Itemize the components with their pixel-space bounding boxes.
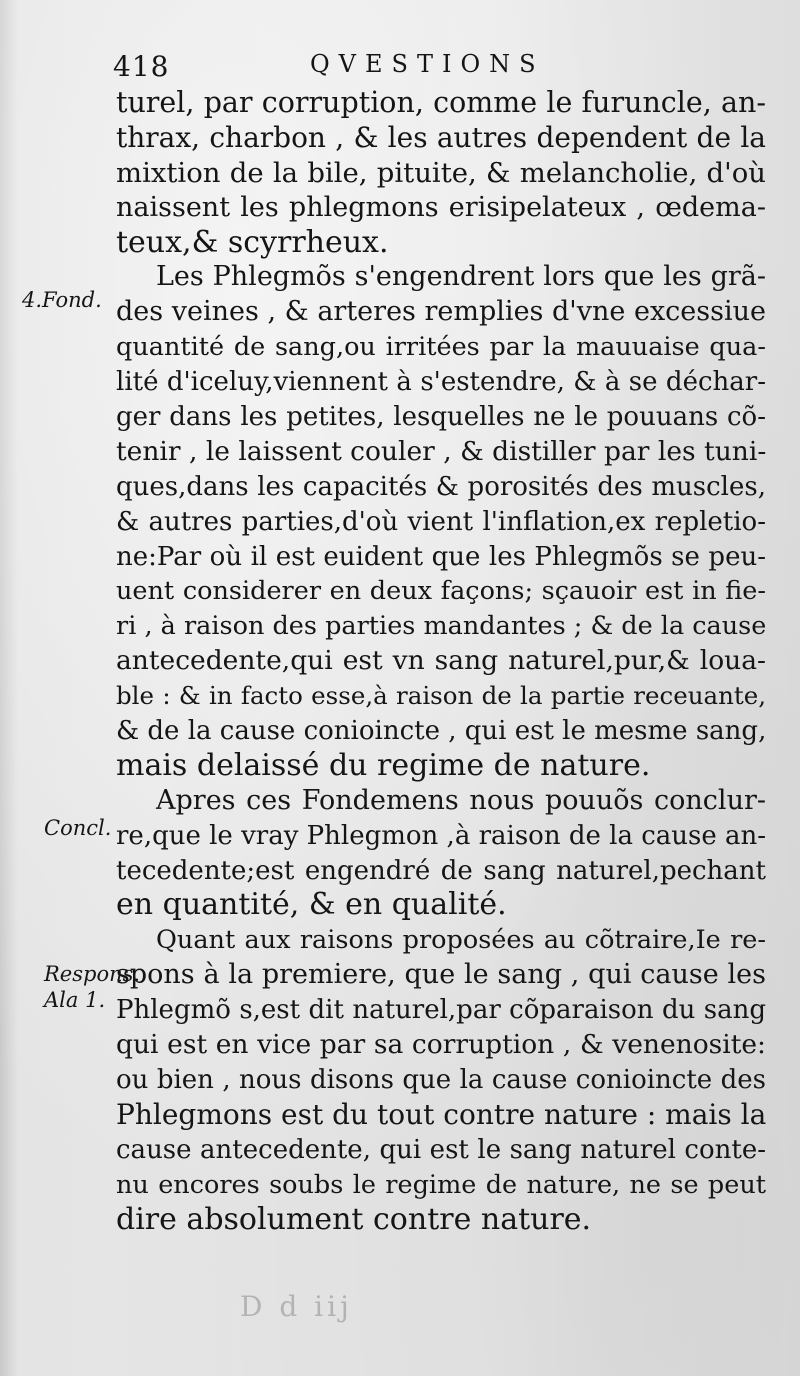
text-line: turel, par corruption, comme le furuncle, an- — [116, 86, 766, 119]
text-line: teux,& scyrrheux. — [116, 224, 389, 260]
text-line: ri , à raison des parties mandantes ; & de la cause — [116, 611, 767, 642]
text-line: quantité de sang,ou irritées par la mauuaise qua- — [116, 332, 766, 363]
text-line: & autres parties,d'où vient l'inflation,ex repletio- — [116, 506, 766, 537]
text-line: des veines , & arteres remplies d'vne excessiue — [116, 296, 766, 328]
margin-note-concl: Concl. — [44, 816, 112, 840]
paragraph-start-line: Les Phlegmõs s'engendrent lors que les grã- — [156, 261, 766, 293]
text-line: nu encores soubs le regime de nature, ne se peut — [116, 1169, 766, 1200]
text-line: re,que le vray Phlegmon ,à raison de la cause an- — [116, 820, 767, 851]
paragraph-start-line: Quant aux raisons proposées au cõtraire,Ie re- — [156, 925, 766, 956]
text-line: ques,dans les capacités & porosités des muscles, — [116, 471, 766, 502]
text-line: ger dans les petites, lesquelles ne le pouuans cõ- — [116, 402, 766, 433]
margin-note-fond: 4.Fond. — [22, 288, 102, 312]
text-line: Phlegmõ s,est dit naturel,par cõparaison du sang — [116, 995, 766, 1026]
text-line: uent considerer en deux façons; sçauoir est in fie- — [116, 576, 766, 607]
text-line: lité d'iceluy,viennent à s'estendre, & à se déchar- — [116, 367, 766, 398]
text-line: Phlegmons est du tout contre nature : mais la — [116, 1097, 767, 1131]
text-line: naissent les phlegmons erisipelateux , œdema- — [116, 191, 766, 223]
text-line: thrax, charbon , & les autres dependent de la — [116, 120, 766, 154]
text-line: spons à la premiere, que le sang , qui cause les — [116, 959, 766, 991]
margin-note-ala: Ala 1. — [44, 988, 106, 1012]
text-line: tenir , le laissent couler , & distiller par les tuni- — [116, 435, 767, 467]
text-line: ble : & in facto esse,à raison de la partie receuante, — [116, 681, 766, 711]
text-line: & de la cause conioincte , qui est le mesme sang, — [116, 716, 767, 747]
text-line: ne:Par où il est euident que les Phlegmõs se peu- — [116, 541, 766, 572]
text-line: ou bien , nous disons que la cause conioincte des — [116, 1064, 766, 1095]
text-line: dire absolument contre nature. — [116, 1201, 592, 1237]
page-number: 418 — [113, 50, 170, 83]
paragraph-start-line: Apres ces Fondemens nous pouuõs conclur- — [156, 784, 766, 816]
signature-mark: D d iij — [240, 1290, 353, 1323]
margin-note-respons: Respons. — [44, 962, 141, 986]
running-title: QVESTIONS — [310, 50, 545, 78]
text-line: qui est en vice par sa corruption , & venenosite: — [116, 1029, 766, 1061]
text-line: antecedente,qui est vn sang naturel,pur,& loua- — [116, 645, 766, 677]
text-line: cause antecedente, qui est le sang naturel conte- — [116, 1134, 766, 1165]
body-text — [116, 86, 766, 1237]
text-line: en quantité, & en qualité. — [116, 887, 507, 923]
text-line: mixtion de la bile, pituite, & melancholie, d'où — [116, 156, 766, 189]
text-line: tecedente;est engendré de sang naturel,pechant — [116, 855, 766, 886]
text-line: mais delaissé du regime de nature. — [116, 747, 651, 783]
